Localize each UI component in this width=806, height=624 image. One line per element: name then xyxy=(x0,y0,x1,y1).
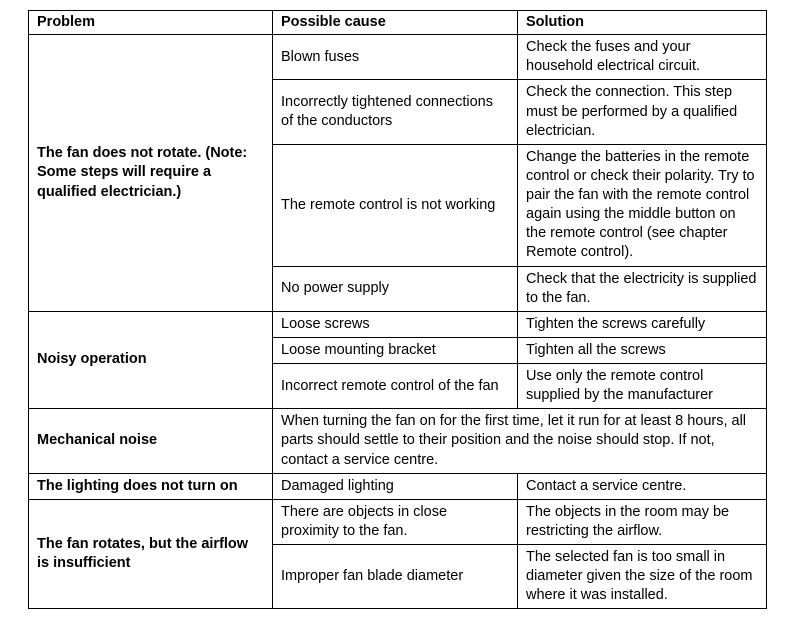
header-problem: Problem xyxy=(29,11,273,35)
merged-cause-solution-cell: When turning the fan on for the first time, let it run for at least 8 hours, all parts should settle to their position and the noise should stop. If not, contact a service centre. xyxy=(273,409,767,473)
solution-cell: Contact a service centre. xyxy=(518,473,767,499)
solution-cell: Change the batteries in the remote control or check their polarity. Try to pair the fan with the remote control again using the middle button on the remote control (see chapter Remote control). xyxy=(518,144,767,266)
cause-cell: The remote control is not working xyxy=(273,144,518,266)
problem-cell-noisy-operation: Noisy operation xyxy=(29,311,273,409)
table-row xyxy=(29,473,767,499)
table-row xyxy=(29,35,767,80)
table-row xyxy=(29,409,767,473)
solution-cell: Check the connection. This step must be performed by a qualified electrician. xyxy=(518,80,767,144)
cause-cell: Improper fan blade diameter xyxy=(273,545,518,609)
cause-cell: Blown fuses xyxy=(273,35,518,80)
problem-cell-fan-does-not-rotate: The fan does not rotate. (Note: Some steps will require a qualified electrician.) xyxy=(29,35,273,312)
cause-cell: There are objects in close proximity to the fan. xyxy=(273,499,518,544)
solution-cell: Tighten the screws carefully xyxy=(518,311,767,337)
problem-cell-lighting-does-not-turn-on: The lighting does not turn on xyxy=(29,473,273,499)
solution-cell: Use only the remote control supplied by the manufacturer xyxy=(518,364,767,409)
table-row xyxy=(29,499,767,544)
header-possible-cause: Possible cause xyxy=(273,11,518,35)
cause-cell: No power supply xyxy=(273,266,518,311)
solution-cell: The selected fan is too small in diameter given the size of the room where it was installed. xyxy=(518,545,767,609)
solution-cell: The objects in the room may be restricting the airflow. xyxy=(518,499,767,544)
cause-cell: Incorrectly tightened connections of the conductors xyxy=(273,80,518,144)
table-header-row xyxy=(29,11,767,35)
problem-cell-mechanical-noise: Mechanical noise xyxy=(29,409,273,473)
cause-cell: Damaged lighting xyxy=(273,473,518,499)
cause-cell: Loose screws xyxy=(273,311,518,337)
troubleshooting-table xyxy=(28,10,767,609)
cause-cell: Loose mounting bracket xyxy=(273,337,518,363)
solution-cell: Check that the electricity is supplied to the fan. xyxy=(518,266,767,311)
cause-cell: Incorrect remote control of the fan xyxy=(273,364,518,409)
solution-cell: Check the fuses and your household electrical circuit. xyxy=(518,35,767,80)
header-solution: Solution xyxy=(518,11,767,35)
table-row xyxy=(29,311,767,337)
solution-cell: Tighten all the screws xyxy=(518,337,767,363)
problem-cell-airflow-insufficient: The fan rotates, but the airflow is insufficient xyxy=(29,499,273,609)
